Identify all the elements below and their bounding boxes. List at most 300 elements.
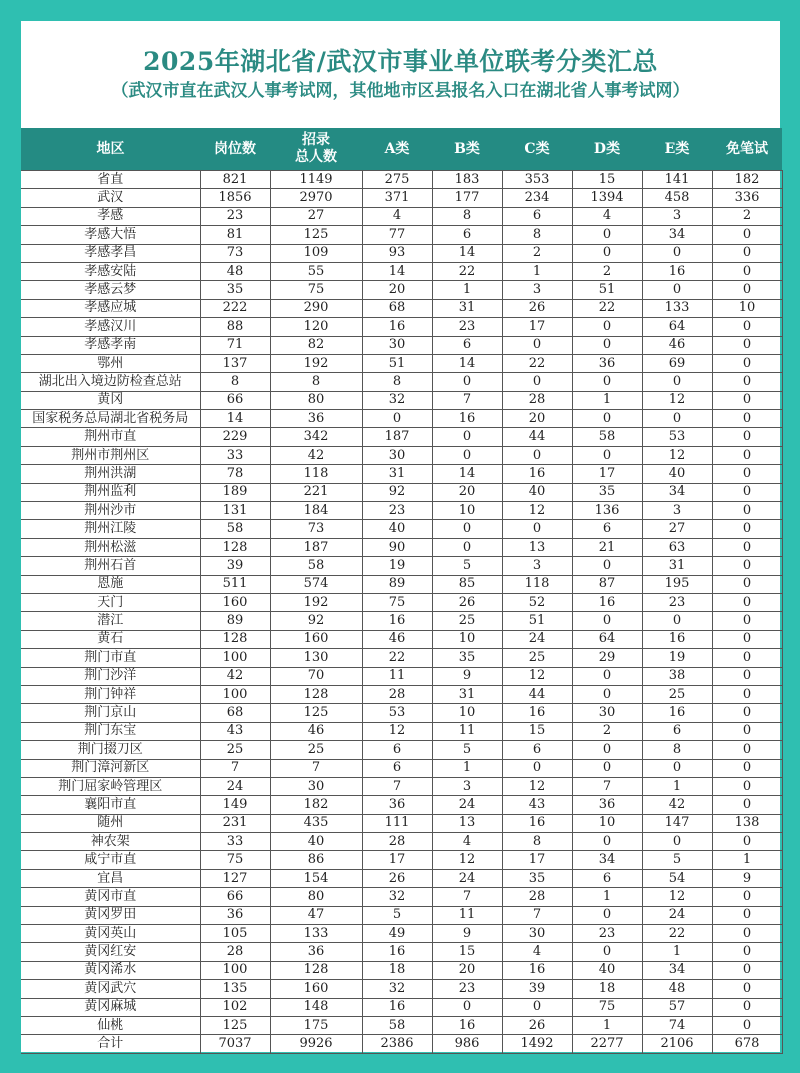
cell-exempt: 0 [712,998,782,1016]
cell-e: 0 [642,373,712,391]
cell-region: 省直 [21,171,200,189]
cell-exempt: 0 [712,428,782,446]
table-row [21,777,782,795]
cell-c: 30 [502,925,572,943]
cell-d: 0 [572,667,642,685]
cell-positions: 7 [200,759,270,777]
cell-region: 孝感云梦 [21,281,200,299]
cell-positions: 23 [200,207,270,225]
table-body [21,171,782,1054]
cell-d: 136 [572,502,642,520]
cell-b: 0 [432,428,502,446]
cell-c: 43 [502,796,572,814]
cell-positions: 89 [200,612,270,630]
cell-e: 40 [642,465,712,483]
cell-recruit-total: 27 [270,207,362,225]
table-row [21,704,782,722]
cell-d: 0 [572,336,642,354]
cell-c: 2 [502,244,572,262]
cell-d: 40 [572,961,642,979]
cell-positions: 68 [200,704,270,722]
cell-positions: 71 [200,336,270,354]
cell-positions: 39 [200,557,270,575]
cell-exempt: 0 [712,741,782,759]
cell-region: 咸宁市直 [21,851,200,869]
cell-c: 12 [502,667,572,685]
cell-exempt: 0 [712,796,782,814]
cell-recruit-total: 160 [270,980,362,998]
cell-b: 0 [432,446,502,464]
cell-e: 34 [642,961,712,979]
cell-region: 孝感孝昌 [21,244,200,262]
cell-positions: 66 [200,888,270,906]
table-row [21,189,782,207]
cell-region: 黄冈市直 [21,888,200,906]
cell-region: 潜江 [21,612,200,630]
cell-region: 荆州石首 [21,557,200,575]
cell-b: 85 [432,575,502,593]
cell-recruit-total: 130 [270,649,362,667]
table-row [21,796,782,814]
cell-recruit-total: 128 [270,961,362,979]
cell-e: 8 [642,741,712,759]
table-row [21,207,782,225]
cell-exempt: 0 [712,391,782,409]
cell-e: 0 [642,244,712,262]
table-row [21,281,782,299]
cell-c: 35 [502,869,572,887]
cell-e: 6 [642,722,712,740]
cell-c: 26 [502,1016,572,1034]
cell-exempt: 0 [712,612,782,630]
cell-region: 荆州市直 [21,428,200,446]
cell-positions: 135 [200,980,270,998]
cell-exempt: 0 [712,446,782,464]
cell-e: 2106 [642,1035,712,1053]
cell-positions: 511 [200,575,270,593]
cell-recruit-total: 182 [270,796,362,814]
table-row [21,649,782,667]
cell-recruit-total: 221 [270,483,362,501]
col-header-region: 地区 [21,128,200,171]
cell-c: 0 [502,520,572,538]
cell-recruit-total: 42 [270,446,362,464]
cell-region: 荆门东宝 [21,722,200,740]
cell-exempt: 0 [712,465,782,483]
cell-d: 0 [572,906,642,924]
cell-a: 11 [362,667,432,685]
cell-e: 22 [642,925,712,943]
cell-region: 国家税务总局湖北省税务局 [21,410,200,428]
cell-c: 28 [502,391,572,409]
cell-exempt: 0 [712,354,782,372]
cell-d: 0 [572,685,642,703]
cell-a: 36 [362,796,432,814]
table-row [21,502,782,520]
cell-positions: 88 [200,318,270,336]
cell-recruit-total: 36 [270,943,362,961]
cell-d: 0 [572,557,642,575]
cell-recruit-total: 40 [270,833,362,851]
table-row [21,741,782,759]
cell-a: 26 [362,869,432,887]
cell-positions: 14 [200,410,270,428]
total-row [21,1035,782,1053]
table-row [21,538,782,556]
cell-positions: 231 [200,814,270,832]
cell-positions: 35 [200,281,270,299]
cell-d: 0 [572,373,642,391]
page-subtitle: （武汉市直在武汉人事考试网，其他地市区县报名入口在湖北省人事考试网） [111,81,690,101]
cell-recruit-total: 36 [270,410,362,428]
cell-d: 30 [572,704,642,722]
cell-region: 荆州市荆州区 [21,446,200,464]
cell-b: 10 [432,630,502,648]
cell-b: 0 [432,998,502,1016]
cell-region: 孝感汉川 [21,318,200,336]
cell-d: 0 [572,759,642,777]
cell-c: 52 [502,593,572,611]
cell-positions: 1856 [200,189,270,207]
cell-b: 24 [432,796,502,814]
cell-c: 26 [502,299,572,317]
cell-d: 35 [572,483,642,501]
cell-c: 4 [502,943,572,961]
cell-e: 63 [642,538,712,556]
cell-d: 1 [572,888,642,906]
cell-b: 183 [432,171,502,189]
cell-c: 118 [502,575,572,593]
summary-card [21,21,780,1052]
cell-e: 46 [642,336,712,354]
table-row [21,980,782,998]
cell-e: 1 [642,777,712,795]
cell-b: 1 [432,759,502,777]
cell-exempt: 0 [712,520,782,538]
cell-positions: 125 [200,1016,270,1034]
cell-d: 0 [572,226,642,244]
cell-d: 87 [572,575,642,593]
cell-c: 16 [502,961,572,979]
table-row [21,465,782,483]
cell-e: 27 [642,520,712,538]
cell-positions: 33 [200,446,270,464]
cell-b: 0 [432,538,502,556]
table-row [21,428,782,446]
cell-a: 77 [362,226,432,244]
cell-recruit-total: 148 [270,998,362,1016]
cell-positions: 229 [200,428,270,446]
cell-b: 10 [432,502,502,520]
cell-a: 92 [362,483,432,501]
col-header-recruit-line1: 招录 [302,132,330,148]
cell-exempt: 0 [712,961,782,979]
cell-positions: 36 [200,906,270,924]
cell-c: 0 [502,336,572,354]
cell-region: 荆州沙市 [21,502,200,520]
col-header-d: D类 [572,128,642,171]
cell-a: 14 [362,262,432,280]
cell-exempt: 0 [712,649,782,667]
cell-e: 53 [642,428,712,446]
cell-e: 19 [642,649,712,667]
cell-region: 襄阳市直 [21,796,200,814]
cell-e: 16 [642,262,712,280]
cell-positions: 75 [200,851,270,869]
cell-recruit-total: 46 [270,722,362,740]
cell-a: 68 [362,299,432,317]
cell-region: 神农架 [21,833,200,851]
cell-b: 14 [432,465,502,483]
cell-recruit-total: 8 [270,373,362,391]
cell-recruit-total: 25 [270,741,362,759]
cell-recruit-total: 125 [270,226,362,244]
cell-b: 7 [432,888,502,906]
table-row [21,961,782,979]
cell-positions: 102 [200,998,270,1016]
table-row [21,446,782,464]
cell-recruit-total: 192 [270,593,362,611]
cell-region: 黄石 [21,630,200,648]
cell-d: 36 [572,796,642,814]
cell-a: 30 [362,446,432,464]
cell-region: 合计 [21,1035,200,1053]
cell-c: 353 [502,171,572,189]
table-row [21,354,782,372]
cell-b: 10 [432,704,502,722]
cell-a: 16 [362,998,432,1016]
cell-positions: 33 [200,833,270,851]
cell-e: 57 [642,998,712,1016]
cell-recruit-total: 1149 [270,171,362,189]
cell-b: 14 [432,354,502,372]
cell-d: 0 [572,741,642,759]
table-row [21,575,782,593]
cell-e: 458 [642,189,712,207]
cell-exempt: 1 [712,851,782,869]
cell-b: 14 [432,244,502,262]
table-row [21,520,782,538]
cell-c: 0 [502,373,572,391]
cell-exempt: 0 [712,759,782,777]
cell-d: 51 [572,281,642,299]
cell-region: 荆门掇刀区 [21,741,200,759]
cell-recruit-total: 120 [270,318,362,336]
cell-recruit-total: 58 [270,557,362,575]
cell-e: 0 [642,281,712,299]
cell-c: 0 [502,759,572,777]
cell-recruit-total: 128 [270,685,362,703]
cell-region: 宜昌 [21,869,200,887]
cell-a: 8 [362,373,432,391]
cell-e: 195 [642,575,712,593]
cell-positions: 43 [200,722,270,740]
cell-e: 42 [642,796,712,814]
cell-d: 0 [572,612,642,630]
table-row [21,667,782,685]
cell-recruit-total: 7 [270,759,362,777]
cell-e: 12 [642,391,712,409]
cell-e: 23 [642,593,712,611]
cell-positions: 28 [200,943,270,961]
cell-region: 黄冈英山 [21,925,200,943]
cell-exempt: 182 [712,171,782,189]
cell-region: 荆州松滋 [21,538,200,556]
col-header-a: A类 [362,128,432,171]
cell-b: 13 [432,814,502,832]
cell-b: 9 [432,925,502,943]
cell-exempt: 336 [712,189,782,207]
cell-a: 90 [362,538,432,556]
cell-c: 8 [502,226,572,244]
cell-c: 7 [502,906,572,924]
cell-positions: 128 [200,538,270,556]
cell-region: 荆州江陵 [21,520,200,538]
cell-exempt: 0 [712,925,782,943]
cell-b: 7 [432,391,502,409]
cell-exempt: 0 [712,722,782,740]
cell-exempt: 0 [712,281,782,299]
cell-b: 23 [432,318,502,336]
cell-a: 2386 [362,1035,432,1053]
cell-d: 10 [572,814,642,832]
cell-c: 12 [502,502,572,520]
cell-exempt: 0 [712,373,782,391]
cell-c: 12 [502,777,572,795]
cell-recruit-total: 192 [270,354,362,372]
cell-d: 1 [572,1016,642,1034]
col-header-c: C类 [502,128,572,171]
cell-b: 5 [432,741,502,759]
cell-exempt: 0 [712,538,782,556]
cell-positions: 149 [200,796,270,814]
cell-region: 孝感应城 [21,299,200,317]
cell-region: 湖北出入境边防检查总站 [21,373,200,391]
cell-a: 32 [362,391,432,409]
cell-c: 28 [502,888,572,906]
cell-exempt: 0 [712,630,782,648]
cell-recruit-total: 184 [270,502,362,520]
table-row [21,888,782,906]
cell-a: 17 [362,851,432,869]
cell-exempt: 0 [712,980,782,998]
cell-e: 24 [642,906,712,924]
table-row [21,410,782,428]
cell-b: 6 [432,226,502,244]
cell-region: 荆门京山 [21,704,200,722]
cell-exempt: 10 [712,299,782,317]
cell-a: 7 [362,777,432,795]
cell-e: 25 [642,685,712,703]
table-row [21,943,782,961]
cell-b: 25 [432,612,502,630]
cell-recruit-total: 55 [270,262,362,280]
cell-b: 1 [432,281,502,299]
table-row [21,336,782,354]
cell-exempt: 138 [712,814,782,832]
cell-recruit-total: 342 [270,428,362,446]
cell-b: 5 [432,557,502,575]
cell-c: 44 [502,685,572,703]
cell-c: 22 [502,354,572,372]
cell-exempt: 0 [712,906,782,924]
cell-a: 111 [362,814,432,832]
cell-recruit-total: 133 [270,925,362,943]
cell-positions: 821 [200,171,270,189]
cell-a: 22 [362,649,432,667]
table-row [21,318,782,336]
cell-recruit-total: 9926 [270,1035,362,1053]
cell-region: 荆门钟祥 [21,685,200,703]
cell-positions: 48 [200,262,270,280]
cell-exempt: 0 [712,226,782,244]
cell-exempt: 0 [712,1016,782,1034]
cell-b: 20 [432,961,502,979]
col-header-recruit-total [270,128,362,171]
cell-recruit-total: 290 [270,299,362,317]
table-row [21,814,782,832]
cell-positions: 66 [200,391,270,409]
cell-positions: 127 [200,869,270,887]
table-row [21,685,782,703]
cell-c: 0 [502,446,572,464]
cell-b: 8 [432,207,502,225]
cell-e: 1 [642,943,712,961]
cell-exempt: 0 [712,593,782,611]
cell-a: 0 [362,410,432,428]
cell-region: 黄冈浠水 [21,961,200,979]
table-row [21,171,782,189]
cell-region: 天门 [21,593,200,611]
cell-a: 93 [362,244,432,262]
table-row [21,262,782,280]
cell-e: 3 [642,207,712,225]
cell-a: 58 [362,1016,432,1034]
cell-a: 19 [362,557,432,575]
cell-positions: 105 [200,925,270,943]
cell-exempt: 0 [712,943,782,961]
cell-exempt: 0 [712,244,782,262]
cell-a: 16 [362,318,432,336]
cell-recruit-total: 109 [270,244,362,262]
cell-b: 16 [432,410,502,428]
cell-positions: 128 [200,630,270,648]
cell-d: 1 [572,391,642,409]
page-title: 2025年湖北省/武汉市事业单位联考分类汇总 [143,47,658,76]
cell-d: 34 [572,851,642,869]
col-header-recruit-line2: 总人数 [295,149,337,165]
cell-exempt: 0 [712,318,782,336]
title-block [21,21,780,128]
cell-a: 6 [362,759,432,777]
cell-recruit-total: 574 [270,575,362,593]
cell-b: 24 [432,869,502,887]
cell-region: 孝感安陆 [21,262,200,280]
table-row [21,244,782,262]
cell-a: 89 [362,575,432,593]
cell-c: 13 [502,538,572,556]
cell-exempt: 0 [712,704,782,722]
cell-a: 28 [362,685,432,703]
cell-a: 275 [362,171,432,189]
cell-c: 44 [502,428,572,446]
cell-d: 1394 [572,189,642,207]
table-row [21,998,782,1016]
cell-c: 25 [502,649,572,667]
table-row [21,851,782,869]
cell-recruit-total: 154 [270,869,362,887]
cell-b: 986 [432,1035,502,1053]
